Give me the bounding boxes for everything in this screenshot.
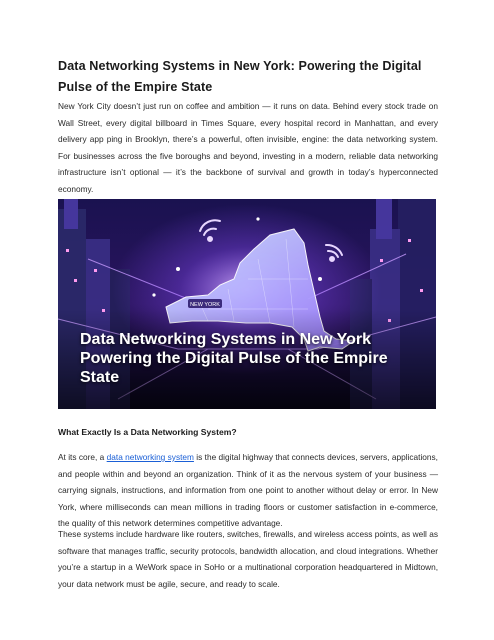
- hero-title-line1: Data Networking Systems in New York: [80, 331, 372, 348]
- hero-image: [58, 199, 436, 409]
- section-heading: What Exactly Is a Data Networking System?: [58, 427, 237, 437]
- data-networking-system-link[interactable]: data networking system: [106, 452, 194, 462]
- section-paragraph-1: [58, 449, 438, 532]
- hero-caption: [80, 330, 430, 387]
- intro-paragraph: New York City doesn’t just run on coffee and ambition — it runs on data. Behind every stock trade on Wall Street, every digital billboard in Times Square, every hospital record in Manhattan, and every delivery app ping in Brooklyn, there’s a powerful, often invisible, engine: the data networking system. For businesses across the five boroughs and beyond, investing in a modern, reliable data networking infrastructure isn’t optional — it’s the backbone of survival and growth in today’s hyperconnected economy.: [58, 101, 438, 194]
- map-label: NEW YORK: [190, 302, 220, 308]
- hero-title-line2: Powering the Digital Pulse of the Empire State: [80, 350, 388, 386]
- section-paragraph-2: These systems include hardware like routers, switches, firewalls, and wireless access points, as well as software that manages traffic, security protocols, bandwidth allocation, and cloud integrations. Whether you’re a startup in a WeWork space in SoHo or a multinational corporation headquartered in Midtown, your data network must be agile, secure, and ready to scale.: [58, 529, 438, 589]
- paragraph-text: is the digital highway that connects devices, servers, applications, and people within and beyond an organization. Think of it as the nervous system of your business — carrying signals, instructions, and information from one point to another without delay or error. In New York, where milliseconds can mean millions in trading floors or customer satisfaction in e-commerce, the quality of this network determines competitive advantage.: [58, 452, 438, 529]
- paragraph-text: At its core, a: [58, 452, 107, 462]
- article-title: Data Networking Systems in New York: Powering the Digital Pulse of the Empire State: [58, 59, 422, 94]
